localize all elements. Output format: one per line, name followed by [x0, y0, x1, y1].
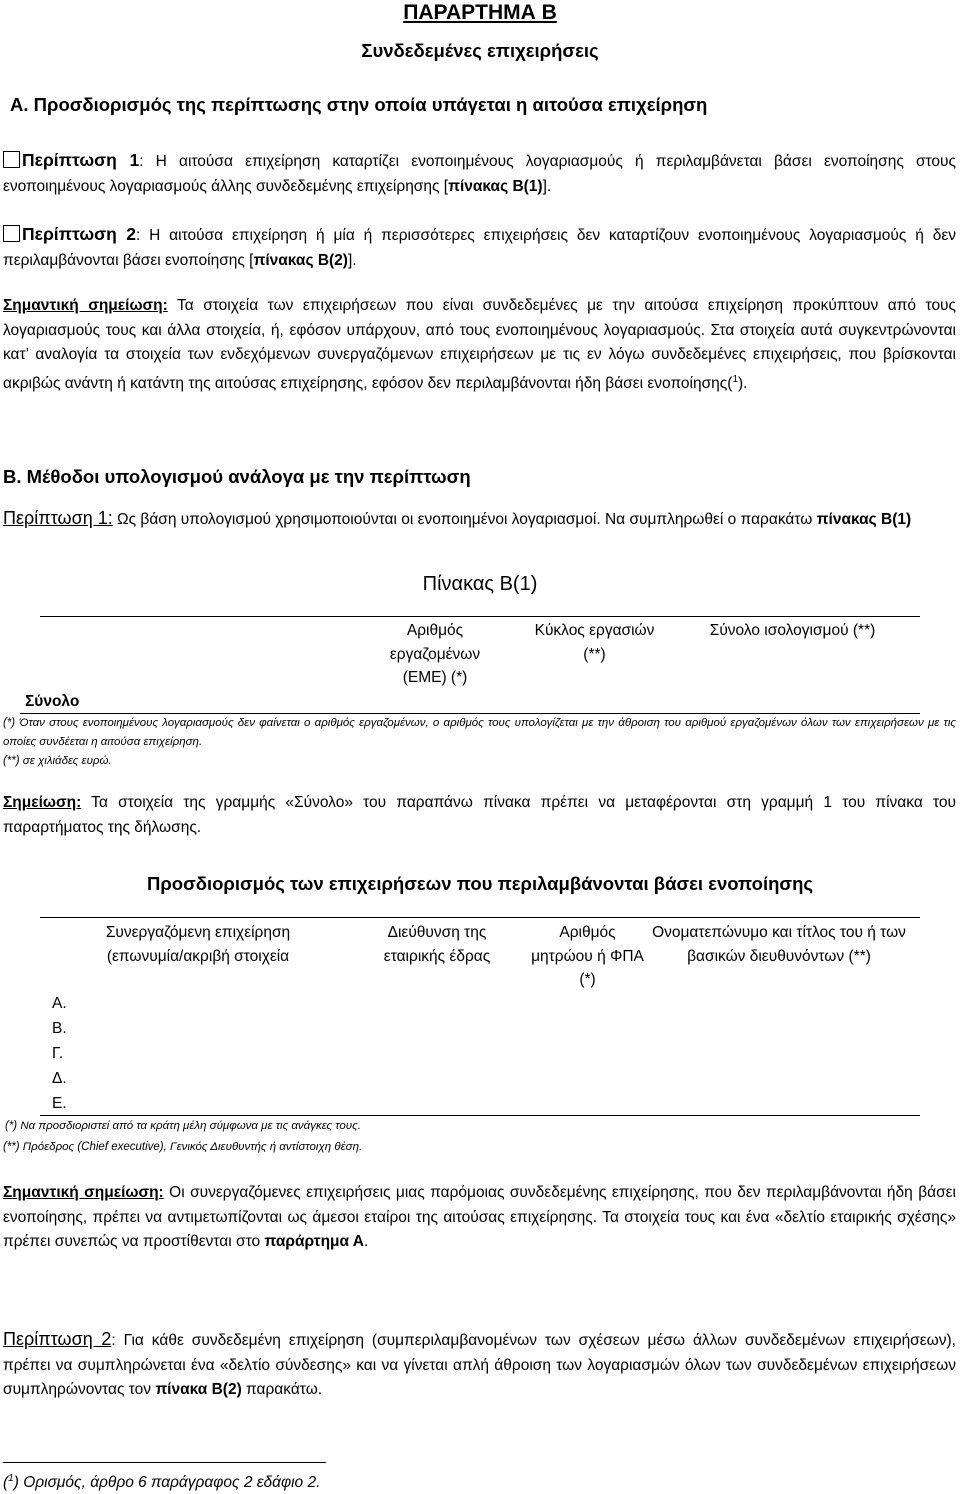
consolidated-row-a: Α.: [52, 995, 67, 1012]
important-note-paragraph: [3, 294, 956, 396]
footnote-separator: [3, 1462, 326, 1463]
section-b-heading: Β. Μέθοδοι υπολογισμού ανάλογα με την περίπτωση: [3, 466, 471, 487]
case1-paragraph: [3, 148, 956, 199]
important-note2-text: Οι συνεργαζόμενες επιχειρήσεις μιας παρόμοιας συνδεδεμένης επιχείρησης, που δεν περιλαμβάνονται ήδη βάσει ενοποίησης, πρέπει να αντιμετωπίζονται ως άμεσοι εταίροι της αιτούσας επιχείρησης. Τα στοιχεία τους και ένα «δελτίο εταιρικής σχέσης» πρέπει συνεπώς να προστίθενται στο: [3, 1184, 956, 1250]
b-case2-label: Περίπτωση 2: [3, 1329, 112, 1349]
important-note2-end: .: [363, 1233, 369, 1250]
case2-end: ].: [347, 251, 357, 269]
case2-checkbox[interactable]: [3, 225, 20, 242]
table-b1-col-employees: Αριθμός εργαζομένων (ΕΜΕ) (*): [389, 622, 481, 686]
consolidated-col-partner: Συνεργαζόμενη επιχείρηση (επωνυμία/ακριβή στοιχεία: [105, 924, 291, 965]
case1-table-ref: πίνακας Β(1): [448, 177, 543, 195]
b-case1-text: Ως βάση υπολογισμού χρησιμοποιούνται οι ενοποιημένοι λογαριασμοί. Να συμπληρωθεί ο παρακάτω: [112, 511, 817, 528]
consolidated-note2: (**) Πρόεδρος (Chief executive), Γενικός Διευθυντής ή αντίστοιχη θέση.: [3, 1141, 363, 1153]
case2-label: Περίπτωση 2: [22, 224, 136, 244]
consolidated-row-b: Β.: [52, 1020, 67, 1037]
b-case1-label: Περίπτωση 1:: [3, 508, 113, 528]
footnote-ref: 1: [732, 373, 739, 385]
footnote: [3, 1468, 320, 1494]
b-case1-table-ref: πίνακας Β(1): [816, 511, 912, 528]
consolidated-title: Προσδιορισμός των επιχειρήσεων που περιλαμβάνονται βάσει ενοποίησης: [146, 873, 813, 894]
case2-table-ref: πίνακας Β(2): [253, 251, 348, 269]
important-note-text: Τα στοιχεία των επιχειρήσεων που είναι συνδεδεμένες με την αιτούσα επιχείρηση προκύπτουν από τους λογαριασμούς τους και άλλα στοιχεία, ή, εφόσον υπάρχουν, από τους ενοποιημένους λογαριασμούς. Στα στοιχεία αυτά συγκεντρώνονται κατ’ αναλογία τα στοιχεία των ενδεχόμενων συνεργαζόμενων επιχειρήσεων με τις εν λόγω συνδεδεμένες επιχειρήσεις, που βρίσκονται ακριβώς ανάντη ή κατάντη της αιτούσας επιχείρησης, εφόσον δεν περιλαμβάνονται ήδη βάσει ενοποίησης(: [3, 297, 957, 392]
important-note-end: ).: [738, 374, 748, 392]
b-case2-paragraph: [3, 1327, 956, 1403]
consolidated-col-address: Διεύθυνση της εταιρικής έδρας: [383, 924, 491, 965]
consolidated-row-e: Ε.: [52, 1095, 67, 1112]
b-note-label: Σημείωση:: [3, 794, 82, 811]
footnote-open: (: [3, 1474, 9, 1492]
consolidated-row-c: Γ.: [52, 1045, 64, 1062]
case2-paragraph: [3, 222, 956, 273]
consolidated-top-border: [40, 917, 920, 918]
consolidated-col-directors: Ονοματεπώνυμο και τίτλος του ή των βασικών διευθυνόντων (**): [652, 924, 906, 965]
consolidated-col-registry: Αριθμός μητρώου ή ΦΠΑ (*): [531, 924, 644, 988]
table-b1-col-balance: Σύνολο ισολογισμού (**): [709, 622, 876, 639]
table-b1-note2: (**) σε χιλιάδες ευρώ.: [3, 755, 112, 767]
b-note-paragraph: [3, 791, 956, 840]
consolidated-bottom-border: [40, 1115, 920, 1116]
table-b1-title: Πίνακας Β(1): [422, 573, 538, 595]
table-b1-top-border: [40, 616, 920, 617]
case1-checkbox[interactable]: [3, 151, 20, 168]
case1-end: ].: [542, 177, 552, 195]
footnote-number: 1: [8, 1473, 14, 1484]
important-note2-label: Σημαντική σημείωση:: [3, 1184, 164, 1201]
b-case2-table-ref: πίνακα Β(2): [155, 1381, 242, 1398]
table-b1-note1: (*) Όταν στους ενοποιημένους λογαριασμούς δεν φαίνεται ο αριθμός εργαζομένων, ο αριθμός τους υπολογίζεται με την άθροιση του αριθμού εργαζομένων όλων των επιχειρήσεων με τις οποίες συνδέεται η αιτούσα επιχείρηση.: [3, 717, 956, 748]
case1-label: Περίπτωση 1: [22, 150, 140, 170]
appendix-title: ΠΑΡΑΡΤΗΜΑ Β: [403, 1, 557, 24]
section-a-heading: Α. Προσδιορισμός της περίπτωσης στην οποία υπάγεται η αιτούσα επιχείρηση: [10, 94, 708, 115]
consolidated-note1: (*) Να προσδιοριστεί από τα κράτη μέλη σύμφωνα με τις ανάγκες τους.: [5, 1120, 361, 1132]
b-case1-paragraph: [3, 506, 956, 533]
important-note-label: Σημαντική σημείωση:: [3, 297, 168, 314]
table-b1-col-turnover: Κύκλος εργασιών (**): [534, 622, 655, 663]
table-b1-row-total: Σύνολο: [25, 693, 80, 710]
appendix-subtitle: Συνδεδεμένες επιχειρήσεις: [361, 40, 599, 61]
case2-text: : Η αιτούσα επιχείρηση ή μία ή περισσότερες επιχειρήσεις δεν καταρτίζουν ενοποιημένους λογαριασμούς ή δεν περιλαμβάνονται βάσει ενοποίησης [: [3, 227, 956, 269]
important-note2-bold-ref: παράρτημα Α: [264, 1233, 364, 1250]
footnote-text: ) Ορισμός, άρθρο 6 παράγραφος 2 εδάφιο 2.: [13, 1474, 321, 1492]
b-case2-text: : Για κάθε συνδεδεμένη επιχείρηση (συμπεριλαμβανομένων των σχέσεων μέσω άλλων συνδεδεμένων επιχειρήσεων), πρέπει να συμπληρώνεται ένα «δελτίο σύνδεσης» και να γίνεται απλή άθροιση των λογαριασμών όλων των συνδεδεμένων επιχειρήσεων συμπληρώνοντας τον: [3, 1332, 956, 1398]
consolidated-row-d: Δ.: [52, 1070, 67, 1087]
case1-text: : Η αιτούσα επιχείρηση καταρτίζει ενοποιημένους λογαριασμούς ή περιλαμβάνεται βάσει ενοποίησης στους ενοποιημένους λογαριασμούς άλλης συνδεδεμένης επιχείρησης [: [3, 153, 956, 195]
important-note2-paragraph: [3, 1181, 956, 1255]
b-case2-end: παρακάτω.: [241, 1381, 323, 1398]
b-note-text: Τα στοιχεία της γραμμής «Σύνολο» του παραπάνω πίνακα πρέπει να μεταφέρονται στη γραμμή 1 του πίνακα του παραρτήματος της δήλωσης.: [3, 794, 956, 836]
